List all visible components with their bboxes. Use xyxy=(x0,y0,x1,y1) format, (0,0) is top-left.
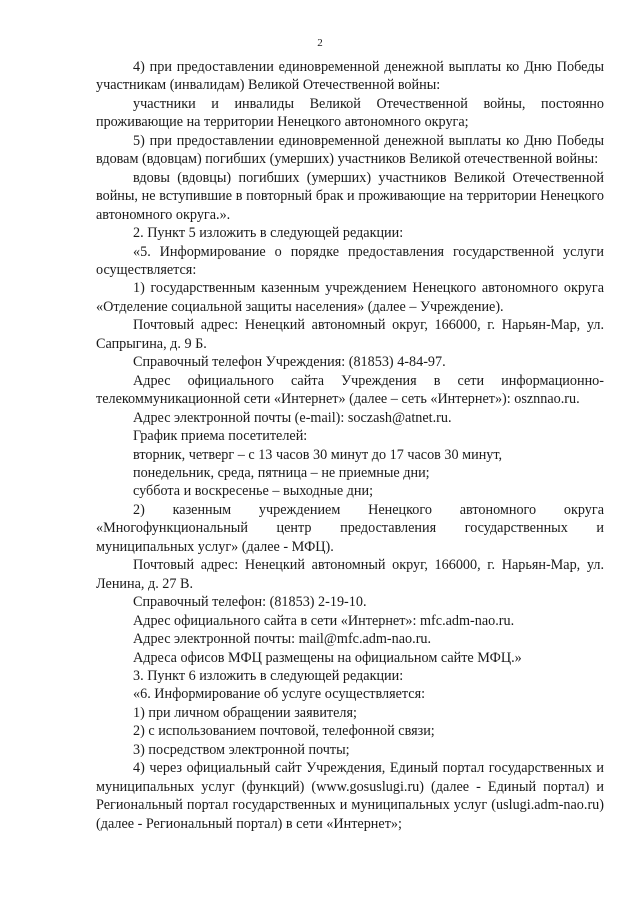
paragraph-website: Адрес официального сайта Учреждения в сети информационно-телекоммуникационной сети «Интернет» (далее – сеть «Интернет»): osznnao.ru. xyxy=(96,372,604,408)
paragraph-mfc-email: Адрес электронной почты: mail@mfc.adm-nao.ru. xyxy=(133,631,432,648)
paragraph-schedule-title: График приема посетителей: xyxy=(133,428,308,445)
paragraph-postal-address: Почтовый адрес: Ненецкий автономный округ, 166000, г. Нарьян-Мар, ул. Сапрыгина, д. 9 Б. xyxy=(96,317,604,352)
paragraph-clause-2: 2. Пункт 5 изложить в следующей редакции: xyxy=(133,225,404,242)
paragraph-mfc-phone: Справочный телефон: (81853) 2-19-10. xyxy=(133,594,367,611)
paragraph-phone: Справочный телефон Учреждения: (81853) 4-84-97. xyxy=(133,354,446,371)
paragraph-point-5: «5. Информирование о порядке предоставления государственной услуги осуществляется: xyxy=(96,243,604,278)
paragraph-inform-1: 1) при личном обращении заявителя; xyxy=(133,704,357,721)
paragraph-item-4: 4) при предоставлении единовременной денежной выплаты ко Дню Победы участникам (инвалидам) Великой Отечественной войны: xyxy=(96,59,604,94)
paragraph-clause-3: 3. Пункт 6 изложить в следующей редакции: xyxy=(133,667,404,684)
paragraph-email: Адрес электронной почты (e-mail): soczash@atnet.ru. xyxy=(133,409,452,426)
paragraph-institution: 1) государственным казенным учреждением Ненецкого автономного округа «Отделение социальной защиты населения» (далее – Учреждение). xyxy=(96,280,604,315)
paragraph-mfc-website: Адрес официального сайта в сети «Интернет»: mfc.adm-nao.ru. xyxy=(133,612,515,629)
paragraph-widows: вдовы (вдовцы) погибших (умерших) участников Великой Отечественной войны, не вступившие в повторный брак и проживающие на территории Ненецкого автономного округа.». xyxy=(96,169,604,223)
paragraph-schedule-mon-wed-fri: понедельник, среда, пятница – не приемные дни; xyxy=(133,464,430,481)
document-body xyxy=(96,58,604,833)
paragraph-point-6: «6. Информирование об услуге осуществляется: xyxy=(133,686,426,703)
paragraph-mfc-offices: Адреса офисов МФЦ размещены на официальном сайте МФЦ.» xyxy=(133,649,522,666)
paragraph-schedule-weekend: суббота и воскресенье – выходные дни; xyxy=(133,483,374,500)
paragraph-mfc: 2) казенным учреждением Ненецкого автономного округа «Многофункциональный центр предоставления государственных и муниципальных услуг» (далее - МФЦ). xyxy=(96,501,604,555)
paragraph-inform-3: 3) посредством электронной почты; xyxy=(133,741,350,758)
paragraph-inform-2: 2) с использованием почтовой, телефонной связи; xyxy=(133,723,435,740)
paragraph-veterans: участники и инвалиды Великой Отечественной войны, постоянно проживающие на территории Ненецкого автономного округа; xyxy=(96,95,604,131)
page-number: 2 xyxy=(317,37,323,49)
paragraph-inform-4: 4) через официальный сайт Учреждения, Единый портал государственных и муниципальных услуг (функций) (www.gosuslugi.ru) (далее - Единый портал) и Региональный портал государственных и муниципальных услуг (uslugi.adm-nao.ru) (далее - Региональный портал) в сети «Интернет»; xyxy=(96,760,604,832)
paragraph-schedule-tue-thu: вторник, четверг – с 13 часов 30 минут до 17 часов 30 минут, xyxy=(133,446,503,463)
paragraph-mfc-postal-address: Почтовый адрес: Ненецкий автономный округ, 166000, г. Нарьян-Мар, ул. Ленина, д. 27 В. xyxy=(96,557,604,592)
paragraph-item-5: 5) при предоставлении единовременной денежной выплаты ко Дню Победы вдовам (вдовцам) погибших (умерших) участников Великой отечественной войны: xyxy=(96,132,604,168)
